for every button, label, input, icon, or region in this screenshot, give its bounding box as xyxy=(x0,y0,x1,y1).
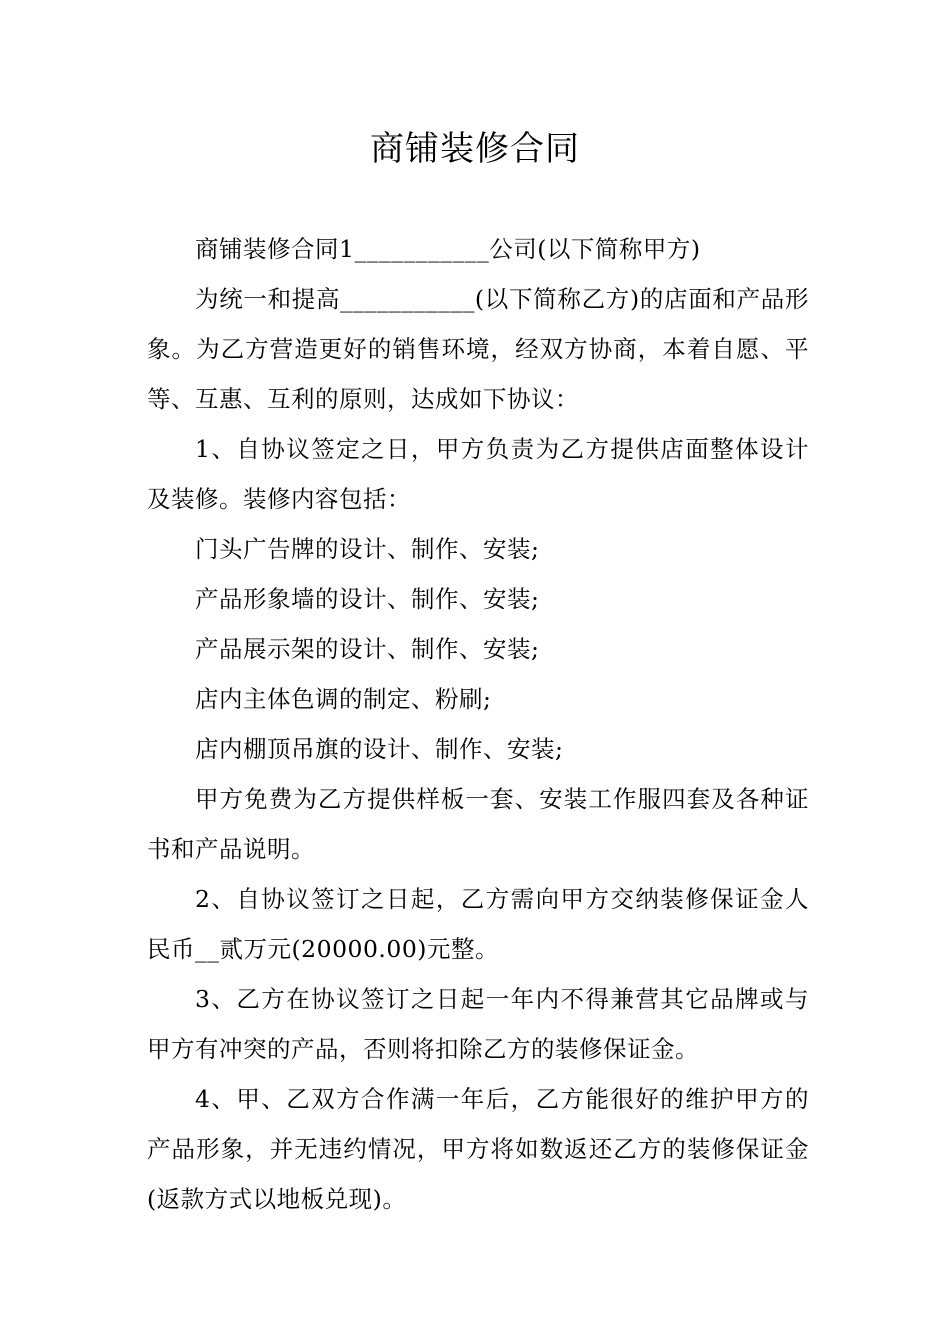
document-body xyxy=(147,224,809,1224)
paragraph-clause-1: 1、自协议签定之日，甲方负责为乙方提供店面整体设计及装修。装修内容包括： xyxy=(147,435,809,513)
paragraph-free-supplies: 甲方免费为乙方提供样板一套、安装工作服四套及各种证书和产品说明。 xyxy=(147,785,809,863)
paragraph-purpose: 为统一和提高___________(以下简称乙方)的店面和产品形象。为乙方营造更好的销售环境，经双方协商，本着自愿、平等、互惠、互利的原则，达成如下协议： xyxy=(147,285,809,413)
list-item-display-rack: 产品展示架的设计、制作、安装; xyxy=(195,635,540,663)
list-item-signboard: 门头广告牌的设计、制作、安装; xyxy=(195,535,540,563)
paragraph-clause-4: 4、甲、乙双方合作满一年后，乙方能很好的维护甲方的产品形象，并无违约情况，甲方将如数返还乙方的装修保证金(返款方式以地板兑现)。 xyxy=(147,1085,809,1213)
paragraph-intro: 商铺装修合同1___________公司(以下简称甲方) xyxy=(195,235,701,263)
paragraph-clause-2: 2、自协议签订之日起，乙方需向甲方交纳装修保证金人民币__贰万元(20000.00)元整。 xyxy=(147,885,809,963)
paragraph-clause-3: 3、乙方在协议签订之日起一年内不得兼营其它品牌或与甲方有冲突的产品，否则将扣除乙方的装修保证金。 xyxy=(147,985,809,1063)
list-item-color-tone: 店内主体色调的制定、粉刷; xyxy=(195,685,492,713)
list-item-ceiling-flags: 店内棚顶吊旗的设计、制作、安装; xyxy=(195,735,564,763)
list-item-image-wall: 产品形象墙的设计、制作、安装; xyxy=(195,585,540,613)
document-title: 商铺装修合同 xyxy=(370,129,580,169)
